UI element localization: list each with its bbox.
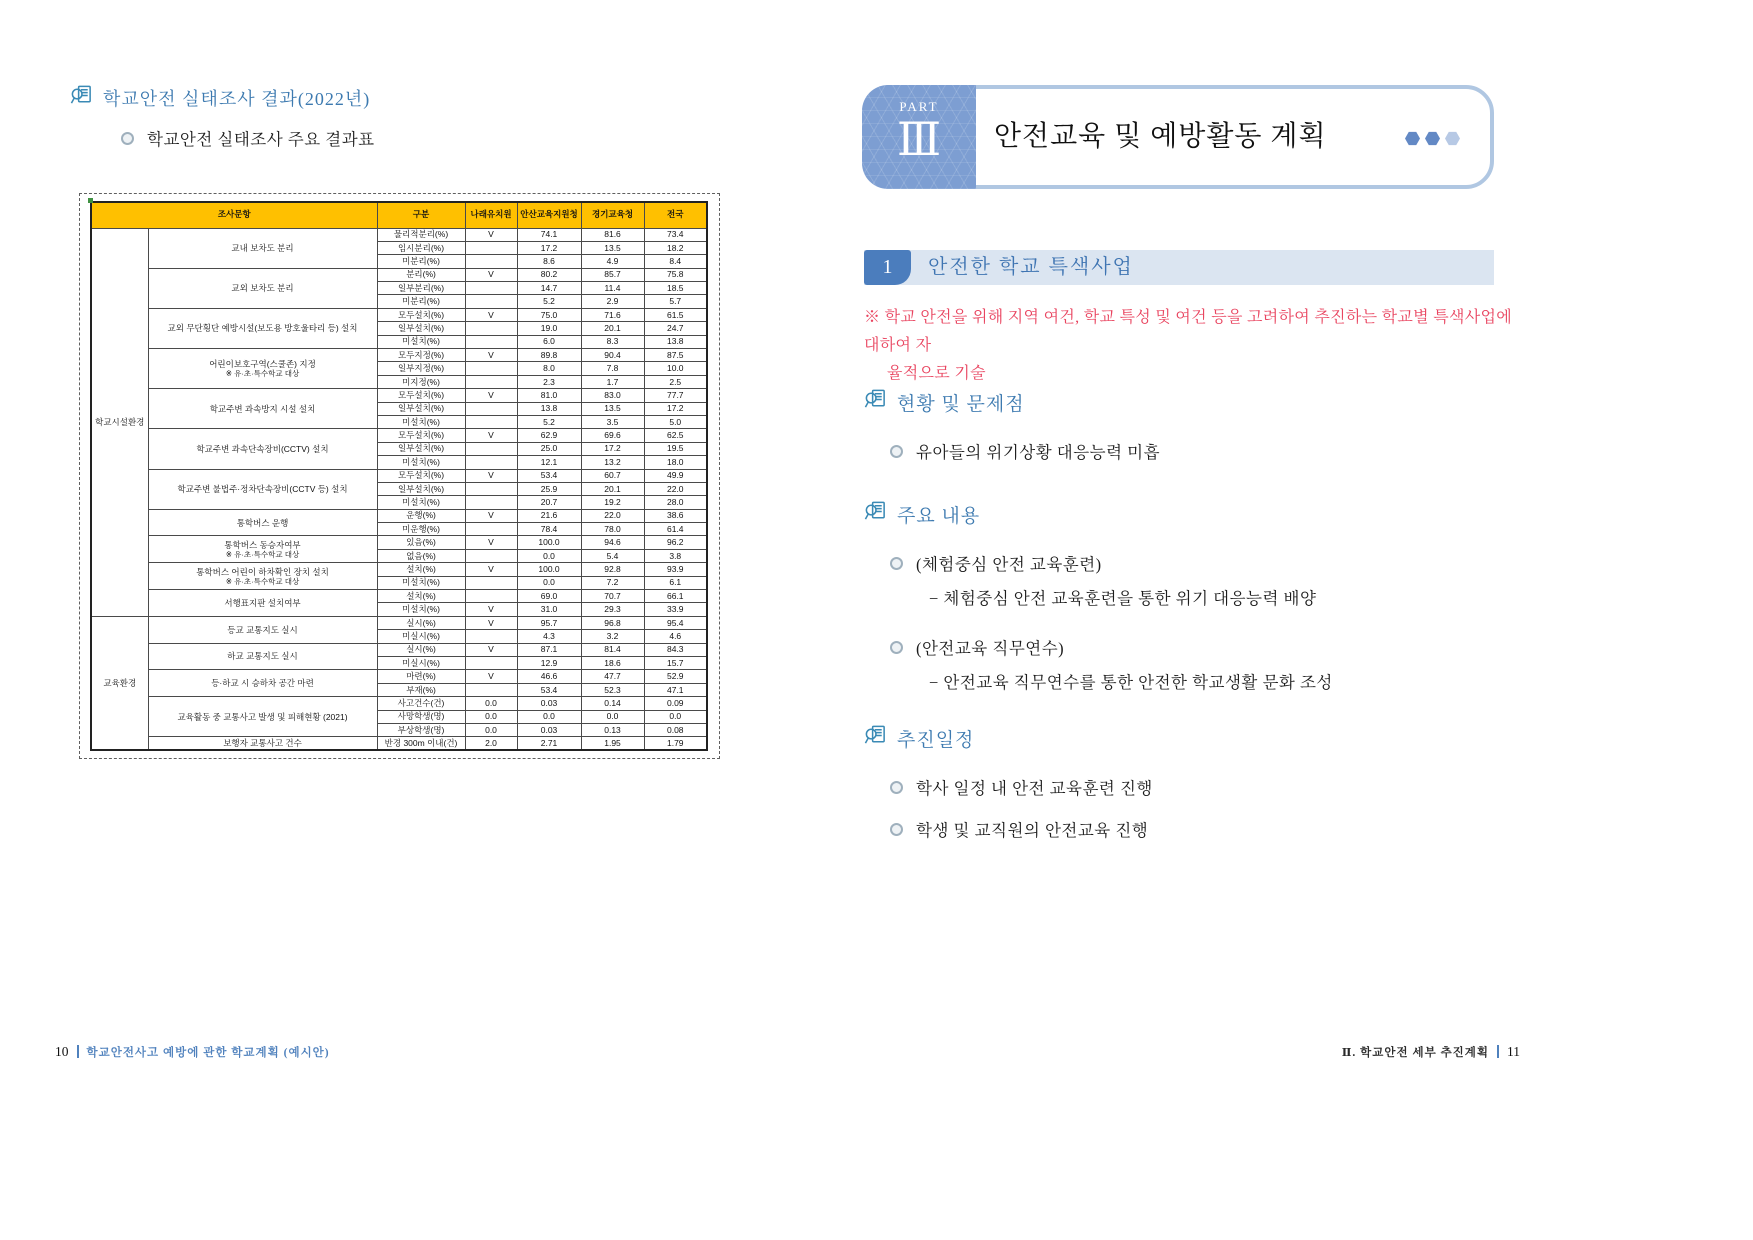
question-cell: 교외 보차도 분리 (148, 268, 377, 308)
value-cell: 20.7 (517, 496, 581, 509)
type-cell: 일부설치(%) (377, 482, 465, 495)
section-banner (864, 250, 1494, 285)
question-cell: 학교주변 과속방지 시설 설치 (148, 389, 377, 429)
table-row (91, 469, 707, 482)
type-cell: 모두설치(%) (377, 308, 465, 321)
value-cell: 24.7 (644, 322, 707, 335)
value-cell (465, 523, 517, 536)
value-cell: 8.0 (517, 362, 581, 375)
bullet-text: 학사 일정 내 안전 교육훈련 진행 (916, 779, 1153, 798)
heading-text: 추진일정 (897, 730, 975, 751)
value-cell: 100.0 (517, 536, 581, 549)
value-cell: 18.0 (644, 456, 707, 469)
value-cell: 20.1 (581, 482, 644, 495)
value-cell (465, 415, 517, 428)
list-item (890, 439, 1524, 463)
value-cell: 1.79 (644, 737, 707, 750)
table-row (91, 429, 707, 442)
table-row (91, 616, 707, 629)
value-cell: 13.8 (644, 335, 707, 348)
type-cell: 부재(%) (377, 683, 465, 696)
type-cell: 분리(%) (377, 268, 465, 281)
value-cell: 12.9 (517, 657, 581, 670)
type-cell: 일부설치(%) (377, 442, 465, 455)
value-cell (465, 683, 517, 696)
value-cell: 25.9 (517, 482, 581, 495)
value-cell: 6.0 (517, 335, 581, 348)
question-cell: 통학버스 운행 (148, 509, 377, 536)
value-cell: 4.3 (517, 630, 581, 643)
value-cell: 0.08 (644, 723, 707, 736)
col-header-type: 구분 (377, 202, 465, 228)
type-cell: 미실시(%) (377, 630, 465, 643)
value-cell: 0.0 (581, 710, 644, 723)
question-cell: 통학버스 어린이 하차확인 장치 설치 ※ 유·초·특수학교 대상 (148, 563, 377, 590)
magnifier-document-icon (864, 388, 887, 417)
type-cell: 모두설치(%) (377, 469, 465, 482)
value-cell (465, 549, 517, 562)
part-title: 안전교육 및 예방활동 계획 (994, 121, 1327, 152)
list-item (890, 635, 1524, 659)
value-cell: 78.4 (517, 523, 581, 536)
table-row (91, 389, 707, 402)
block-heading (864, 724, 1524, 753)
type-cell: 실시(%) (377, 643, 465, 656)
value-cell: 69.6 (581, 429, 644, 442)
value-cell: V (465, 429, 517, 442)
type-cell: 운행(%) (377, 509, 465, 522)
type-cell: 임시분리(%) (377, 241, 465, 254)
value-cell: 21.6 (517, 509, 581, 522)
question-cell: 등교 교통지도 실시 (148, 616, 377, 643)
part-label: PART (899, 99, 939, 114)
type-cell: 설치(%) (377, 563, 465, 576)
value-cell: 75.8 (644, 268, 707, 281)
type-cell: 마련(%) (377, 670, 465, 683)
value-cell: 0.09 (644, 697, 707, 710)
magnifier-document-icon (864, 724, 887, 753)
table-row (91, 308, 707, 321)
table-row (91, 643, 707, 656)
value-cell: 52.3 (581, 683, 644, 696)
type-cell: 미실시(%) (377, 657, 465, 670)
value-cell (465, 335, 517, 348)
value-cell: 19.5 (644, 442, 707, 455)
value-cell: 18.2 (644, 241, 707, 254)
value-cell (465, 295, 517, 308)
type-cell: 미설치(%) (377, 335, 465, 348)
heading-text: 현황 및 문제점 (897, 394, 1025, 415)
value-cell: 18.6 (581, 657, 644, 670)
value-cell: 14.7 (517, 282, 581, 295)
value-cell: 5.0 (644, 415, 707, 428)
value-cell: 17.2 (644, 402, 707, 415)
question-cell: 교육활동 중 교통사고 발생 및 피해현황 (2021) (148, 697, 377, 737)
value-cell: 0.0 (465, 710, 517, 723)
hex-dot-icon (1445, 131, 1460, 146)
value-cell (465, 362, 517, 375)
value-cell (465, 657, 517, 670)
value-cell: 2.9 (581, 295, 644, 308)
type-cell: 없음(%) (377, 549, 465, 562)
list-item (890, 775, 1524, 799)
type-cell: 실시(%) (377, 616, 465, 629)
value-cell: V (465, 643, 517, 656)
type-cell: 설치(%) (377, 590, 465, 603)
page-number: 11 (1507, 1044, 1520, 1059)
value-cell (465, 241, 517, 254)
value-cell: 19.0 (517, 322, 581, 335)
value-cell: 3.5 (581, 415, 644, 428)
value-cell: 83.0 (581, 389, 644, 402)
value-cell: 100.0 (517, 563, 581, 576)
decorative-hex-dots (1405, 131, 1460, 146)
type-cell: 미분리(%) (377, 295, 465, 308)
type-cell: 미설치(%) (377, 415, 465, 428)
type-cell: 있음(%) (377, 536, 465, 549)
footer-divider (1497, 1045, 1499, 1058)
value-cell (465, 442, 517, 455)
value-cell: V (465, 509, 517, 522)
value-cell: 2.71 (517, 737, 581, 750)
value-cell: V (465, 670, 517, 683)
type-cell: 미설치(%) (377, 456, 465, 469)
heading-text: 주요 내용 (897, 506, 981, 527)
page-number: 10 (55, 1044, 69, 1059)
col-header-narae: 나래유치원 (465, 202, 517, 228)
value-cell: 92.8 (581, 563, 644, 576)
value-cell: 87.5 (644, 349, 707, 362)
table-row (91, 536, 707, 549)
table-row (91, 697, 707, 710)
part-banner (862, 85, 1494, 189)
value-cell: 90.4 (581, 349, 644, 362)
value-cell: 5.7 (644, 295, 707, 308)
value-cell: 13.5 (581, 402, 644, 415)
circle-bullet-icon (890, 445, 903, 458)
type-cell: 미지정(%) (377, 375, 465, 388)
table-header-row (91, 202, 707, 228)
value-cell: 22.0 (581, 509, 644, 522)
block-heading (864, 500, 1524, 529)
type-cell: 미설치(%) (377, 603, 465, 616)
value-cell: 6.1 (644, 576, 707, 589)
value-cell: 5.4 (581, 549, 644, 562)
value-cell: 22.0 (644, 482, 707, 495)
type-cell: 미설치(%) (377, 576, 465, 589)
block-main-content (864, 500, 1524, 719)
section-title: 안전한 학교 특색사업 (928, 256, 1134, 278)
value-cell: 47.1 (644, 683, 707, 696)
value-cell: V (465, 536, 517, 549)
bullet-text: (안전교육 직무연수) (916, 639, 1065, 658)
value-cell: 89.8 (517, 349, 581, 362)
value-cell: 28.0 (644, 496, 707, 509)
table-row (91, 563, 707, 576)
value-cell: 3.8 (644, 549, 707, 562)
value-cell: 0.0 (465, 723, 517, 736)
type-cell: 부상학생(명) (377, 723, 465, 736)
list-item (890, 817, 1524, 841)
value-cell: 95.4 (644, 616, 707, 629)
value-cell: 52.9 (644, 670, 707, 683)
type-cell: 모두설치(%) (377, 389, 465, 402)
col-header-ansan: 안산교육지원청 (517, 202, 581, 228)
table-row (91, 737, 707, 750)
type-cell: 일부분리(%) (377, 282, 465, 295)
value-cell (465, 630, 517, 643)
value-cell: 8.6 (517, 255, 581, 268)
type-cell: 미운행(%) (377, 523, 465, 536)
question-cell: 학교주변 불법주·정차단속장비(CCTV 등) 설치 (148, 469, 377, 509)
left-page-footer (55, 1044, 330, 1060)
value-cell: 53.4 (517, 469, 581, 482)
footer-divider (77, 1045, 79, 1058)
value-cell: V (465, 469, 517, 482)
type-cell: 일부설치(%) (377, 402, 465, 415)
footer-text: 학교안전사고 예방에 관한 학교계획 (예시안) (86, 1047, 330, 1059)
survey-table (90, 201, 708, 751)
value-cell: 96.8 (581, 616, 644, 629)
value-cell: 70.7 (581, 590, 644, 603)
value-cell: 11.4 (581, 282, 644, 295)
note-line: 율적으로 기술 (887, 365, 986, 382)
sub-list-item: − 안전교육 직무연수를 통한 안전한 학교생활 문화 조성 (929, 673, 1333, 692)
subtitle-text: 학교안전 실태조사 주요 결과표 (147, 130, 375, 149)
type-cell: 모두지정(%) (377, 349, 465, 362)
value-cell: 62.9 (517, 429, 581, 442)
value-cell: 33.9 (644, 603, 707, 616)
value-cell: V (465, 389, 517, 402)
value-cell (465, 482, 517, 495)
value-cell: 2.3 (517, 375, 581, 388)
value-cell: 4.9 (581, 255, 644, 268)
value-cell: 0.03 (517, 723, 581, 736)
value-cell: 0.0 (517, 576, 581, 589)
right-page-footer (1342, 1044, 1520, 1060)
value-cell (465, 402, 517, 415)
value-cell: 20.1 (581, 322, 644, 335)
circle-bullet-icon (121, 132, 134, 145)
value-cell: 0.0 (517, 710, 581, 723)
question-cell: 교내 보차도 분리 (148, 228, 377, 268)
bullet-text: 학생 및 교직원의 안전교육 진행 (916, 821, 1149, 840)
value-cell: V (465, 563, 517, 576)
bullet-text: (체험중심 안전 교육훈련) (916, 555, 1102, 574)
value-cell: 13.2 (581, 456, 644, 469)
type-cell: 미설치(%) (377, 496, 465, 509)
value-cell (465, 375, 517, 388)
magnifier-document-icon (70, 84, 93, 112)
value-cell: 31.0 (517, 603, 581, 616)
col-header-gyeonggi: 경기교육청 (581, 202, 644, 228)
block-schedule (864, 724, 1524, 851)
question-cell: 서행표지판 설치여부 (148, 590, 377, 617)
value-cell: 4.6 (644, 630, 707, 643)
value-cell (465, 282, 517, 295)
sub-list-item: − 체험중심 안전 교육훈련을 통한 위기 대응능력 배양 (929, 589, 1317, 608)
value-cell: 8.4 (644, 255, 707, 268)
value-cell: 71.6 (581, 308, 644, 321)
circle-bullet-icon (890, 781, 903, 794)
value-cell: 0.0 (517, 549, 581, 562)
value-cell: 81.4 (581, 643, 644, 656)
value-cell: 47.7 (581, 670, 644, 683)
value-cell: 80.2 (517, 268, 581, 281)
value-cell: 85.7 (581, 268, 644, 281)
list-item (890, 551, 1524, 575)
block-heading (864, 388, 1524, 417)
value-cell: 8.3 (581, 335, 644, 348)
circle-bullet-icon (890, 557, 903, 570)
value-cell: V (465, 228, 517, 241)
type-cell: 일부설치(%) (377, 322, 465, 335)
table-row (91, 509, 707, 522)
value-cell: 0.03 (517, 697, 581, 710)
col-header-national: 전국 (644, 202, 707, 228)
question-cell: 등·하교 시 승하차 공간 마련 (148, 670, 377, 697)
value-cell: 19.2 (581, 496, 644, 509)
value-cell: 96.2 (644, 536, 707, 549)
table-row (91, 268, 707, 281)
value-cell: 61.4 (644, 523, 707, 536)
question-cell: 보행자 교통사고 건수 (148, 737, 377, 750)
page-title-text: 학교안전 실태조사 결과(2022년) (103, 89, 371, 109)
circle-bullet-icon (890, 823, 903, 836)
value-cell: 0.13 (581, 723, 644, 736)
table-row (91, 670, 707, 683)
type-cell: 모두설치(%) (377, 429, 465, 442)
value-cell: 3.2 (581, 630, 644, 643)
part-number: Ⅲ (896, 114, 942, 165)
value-cell: 25.0 (517, 442, 581, 455)
type-cell: 사망학생(명) (377, 710, 465, 723)
type-cell: 사고건수(건) (377, 697, 465, 710)
value-cell: 60.7 (581, 469, 644, 482)
value-cell: 10.0 (644, 362, 707, 375)
value-cell: 49.9 (644, 469, 707, 482)
value-cell: 61.5 (644, 308, 707, 321)
value-cell: 29.3 (581, 603, 644, 616)
value-cell: 69.0 (517, 590, 581, 603)
value-cell: 13.5 (581, 241, 644, 254)
value-cell: 78.0 (581, 523, 644, 536)
value-cell: 81.6 (581, 228, 644, 241)
paste-handle (88, 198, 93, 203)
bullet-text: 유아들의 위기상황 대응능력 미흡 (916, 443, 1161, 462)
value-cell (465, 322, 517, 335)
category-cell: 학교시설환경 (91, 228, 148, 616)
value-cell: 7.2 (581, 576, 644, 589)
value-cell: 77.7 (644, 389, 707, 402)
value-cell: 75.0 (517, 308, 581, 321)
value-cell: 62.5 (644, 429, 707, 442)
hex-dot-icon (1425, 131, 1440, 146)
value-cell: 81.0 (517, 389, 581, 402)
value-cell: 0.14 (581, 697, 644, 710)
value-cell (465, 590, 517, 603)
value-cell: 53.4 (517, 683, 581, 696)
circle-bullet-icon (890, 641, 903, 654)
value-cell: 18.5 (644, 282, 707, 295)
value-cell: 1.7 (581, 375, 644, 388)
value-cell: 74.1 (517, 228, 581, 241)
question-cell: 통학버스 동승자여부 ※ 유·초·특수학교 대상 (148, 536, 377, 563)
value-cell: V (465, 308, 517, 321)
question-cell: 어린이보호구역(스쿨존) 지정 ※ 유·초·특수학교 대상 (148, 349, 377, 389)
value-cell: 87.1 (517, 643, 581, 656)
type-cell: 반경 300m 이내(건) (377, 737, 465, 750)
category-cell: 교육환경 (91, 616, 148, 750)
value-cell: V (465, 349, 517, 362)
footer-text: Ⅱ. 학교안전 세부 추진계획 (1341, 1047, 1489, 1059)
value-cell: 17.2 (581, 442, 644, 455)
type-cell: 일부지정(%) (377, 362, 465, 375)
col-header-question: 조사문항 (91, 202, 377, 228)
value-cell: 94.6 (581, 536, 644, 549)
section-number: 1 (864, 250, 911, 285)
value-cell: 2.5 (644, 375, 707, 388)
value-cell: 84.3 (644, 643, 707, 656)
question-cell: 하교 교통지도 실시 (148, 643, 377, 670)
value-cell: 17.2 (517, 241, 581, 254)
instruction-note (864, 304, 1524, 388)
value-cell: 38.6 (644, 509, 707, 522)
block-status (864, 388, 1524, 473)
value-cell: 0.0 (644, 710, 707, 723)
value-cell: 95.7 (517, 616, 581, 629)
value-cell: 66.1 (644, 590, 707, 603)
table-row (91, 228, 707, 241)
question-cell: 교외 무단횡단 예방시설(보도용 방호울타리 등) 설치 (148, 308, 377, 348)
magnifier-document-icon (864, 500, 887, 529)
table-row (91, 590, 707, 603)
value-cell: 93.9 (644, 563, 707, 576)
value-cell: 13.8 (517, 402, 581, 415)
value-cell (465, 456, 517, 469)
type-cell: 물리적분리(%) (377, 228, 465, 241)
hex-dot-icon (1405, 131, 1420, 146)
value-cell: 46.6 (517, 670, 581, 683)
value-cell: 0.0 (465, 697, 517, 710)
value-cell (465, 576, 517, 589)
value-cell: 12.1 (517, 456, 581, 469)
table-row (91, 349, 707, 362)
note-line: ※ 학교 안전을 위해 지역 여건, 학교 특성 및 여건 등을 고려하여 추진하는 학교별 특색사업에 대하여 자 (864, 309, 1513, 354)
value-cell: 7.8 (581, 362, 644, 375)
left-page-subtitle (121, 126, 375, 150)
value-cell: V (465, 268, 517, 281)
value-cell: 1.95 (581, 737, 644, 750)
question-cell: 학교주변 과속단속장비(CCTV) 설치 (148, 429, 377, 469)
value-cell: 5.2 (517, 415, 581, 428)
type-cell: 미분리(%) (377, 255, 465, 268)
value-cell: 2.0 (465, 737, 517, 750)
part-number-box (862, 85, 976, 189)
value-cell (465, 496, 517, 509)
left-page-title (70, 84, 370, 112)
value-cell: V (465, 603, 517, 616)
value-cell (465, 255, 517, 268)
value-cell: 5.2 (517, 295, 581, 308)
value-cell: V (465, 616, 517, 629)
value-cell: 15.7 (644, 657, 707, 670)
value-cell: 73.4 (644, 228, 707, 241)
